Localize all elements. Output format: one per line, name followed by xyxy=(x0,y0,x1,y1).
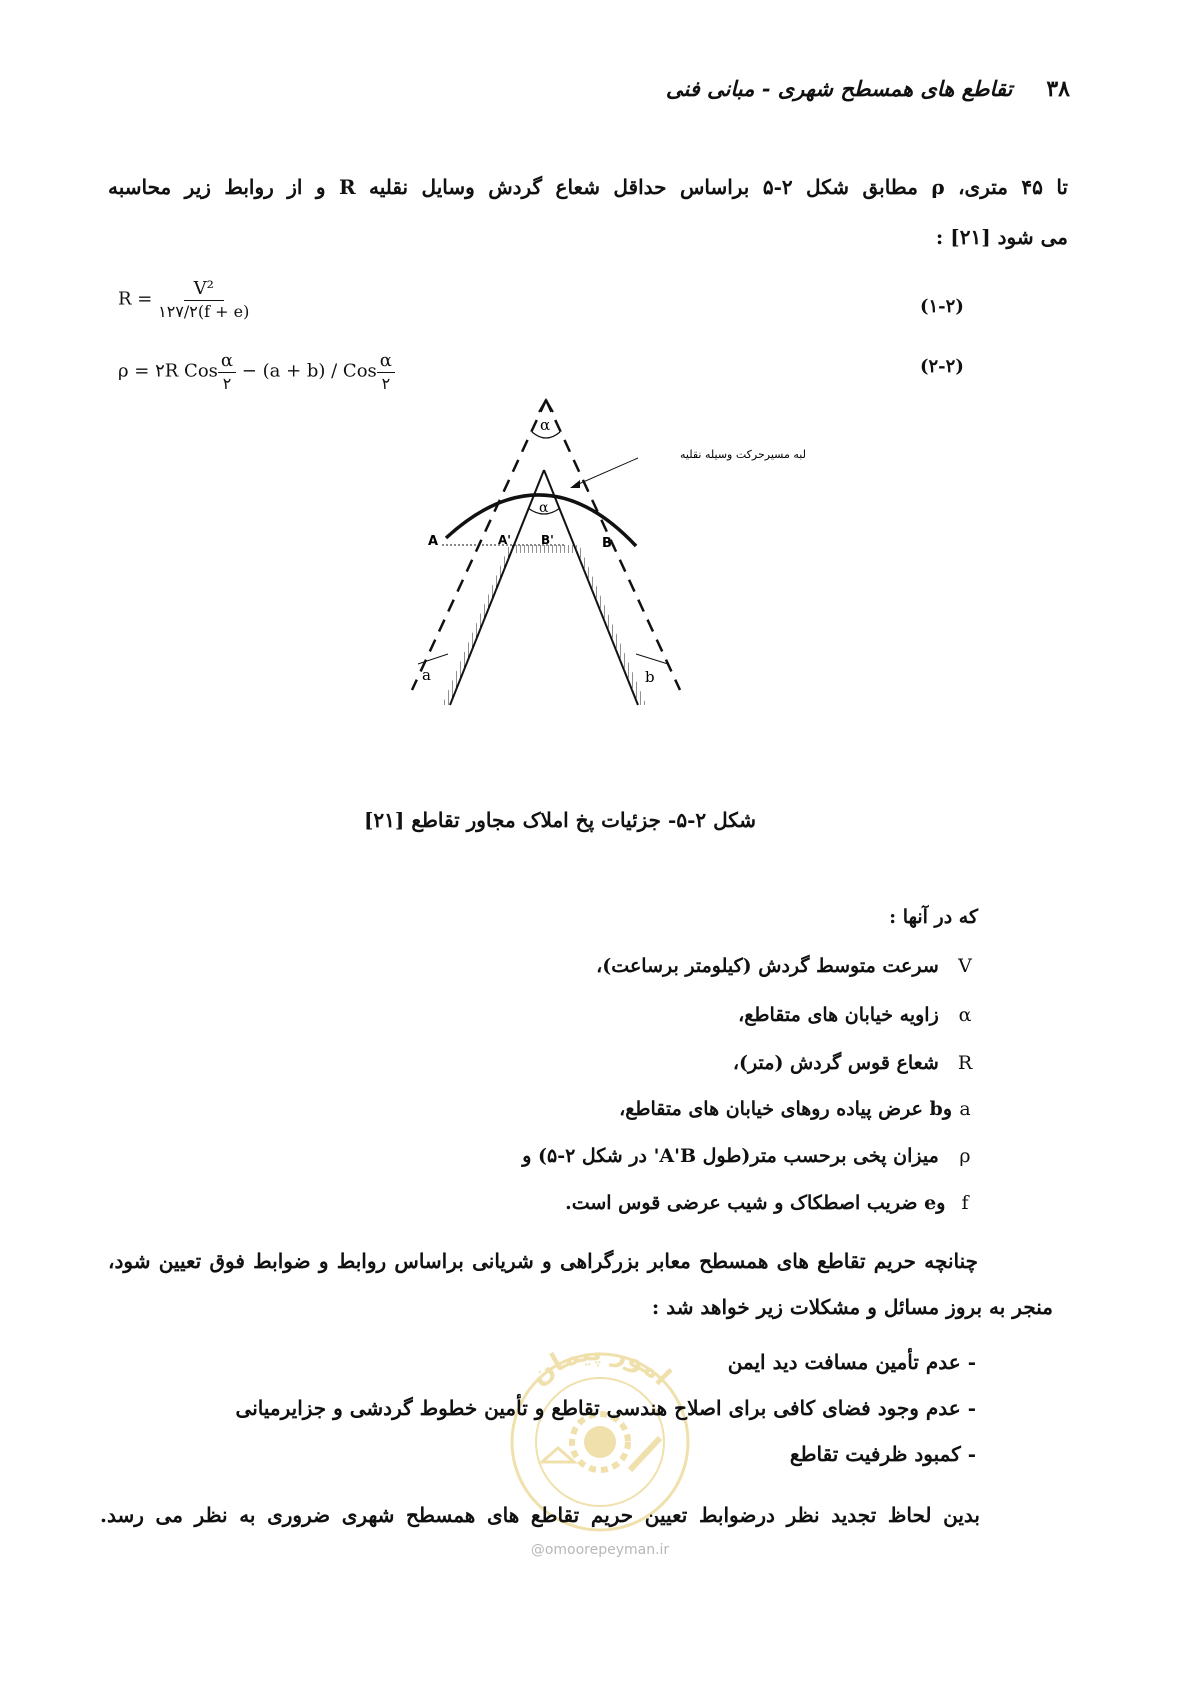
where-label: که در آنها : xyxy=(889,906,978,928)
definition-text: شعاع قوس گردش (متر)، xyxy=(732,1052,939,1074)
page-number: ۳۸ xyxy=(1046,76,1070,102)
definition-row xyxy=(733,1052,978,1074)
dimension-b-line xyxy=(636,654,668,664)
watermark-tool-icon xyxy=(630,1438,660,1470)
left-hatching xyxy=(442,545,515,705)
definition-text: وb عرض پیاده روهای خیابان های متقاطع، xyxy=(619,1098,952,1120)
equation-2-fraction-1 xyxy=(218,350,236,393)
equation-1-number: (۱-۲) xyxy=(920,296,964,317)
bullet-item: - عدم وجود فضای کافی برای اصلاح هندسی تقاطع و تأمین خطوط گردشی و جزایرمیانی xyxy=(235,1396,976,1420)
definition-symbol: f xyxy=(961,1192,969,1214)
definition-symbol: ρ xyxy=(959,1145,971,1167)
bullet-item: - عدم تأمین مسافت دید ایمن xyxy=(727,1350,976,1374)
conclusion: بدین لحاظ تجدید نظر درضوابط تعیین حریم تقاطع های همسطح شهری ضروری به نظر می رسد. xyxy=(100,1503,980,1527)
page-header xyxy=(650,76,1070,102)
equation-2-frac2-num: α xyxy=(377,350,395,373)
equation-2-frac1-num: α xyxy=(218,350,236,373)
dimension-b-label: b xyxy=(645,668,655,686)
definition-symbol: R xyxy=(957,1052,973,1074)
equation-2-number: (۲-۲) xyxy=(920,356,964,377)
point-b-prime-label: B' xyxy=(541,533,554,547)
equation-1-lhs: R = xyxy=(118,288,153,310)
equation-1-fraction xyxy=(158,278,249,321)
definition-symbol: a xyxy=(959,1098,971,1120)
definition-text: سرعت متوسط گردش (کیلومتر برساعت)، xyxy=(596,955,939,977)
apex-arrowhead xyxy=(539,400,553,412)
equation-2-part-a: ρ = ۲R Cos xyxy=(118,360,218,382)
definition-row xyxy=(738,1004,978,1026)
path-edge-label: لبه مسیرحرکت وسیله نقلیه xyxy=(680,448,806,461)
intro-line-1: تا ۴۵ متری، ρ مطابق شکل ۲-۵ براساس حداقل شعاع گردش وسایل نقلیه R و از روابط زیر محاسبه xyxy=(108,175,1069,199)
definition-text: میزان پخی برحسب متر(طول A'B' در شکل ۲-۵) و xyxy=(522,1145,939,1167)
right-hatching xyxy=(573,545,646,705)
figure-caption: شکل ۲-۵- جزئیات پخ املاک مجاور تقاطع [۲۱] xyxy=(363,808,757,832)
corner-chamfer-figure xyxy=(380,400,806,780)
watermark-center xyxy=(584,1426,616,1458)
bullet-item: - کمبود ظرفیت تقاطع xyxy=(789,1442,976,1466)
equation-2-part-b: − (a + b) / Cos xyxy=(241,360,377,382)
point-b-label: B xyxy=(602,536,612,551)
definition-symbol: α xyxy=(958,1004,972,1026)
definition-row xyxy=(565,1192,978,1214)
equation-2-frac2-den: ۲ xyxy=(381,374,391,393)
point-a-prime-label: A' xyxy=(498,533,511,547)
definition-row xyxy=(619,1098,978,1120)
paragraph-2-line-2: منجر به بروز مسائل و مشکلات زیر خواهد شد : xyxy=(651,1295,1053,1319)
running-title: تقاطع های همسطح شهری - مبانی فنی xyxy=(665,76,1013,101)
dimension-a-line xyxy=(418,654,448,664)
definition-row xyxy=(596,955,978,977)
definition-symbol: V xyxy=(958,955,972,977)
point-a-label: A xyxy=(428,534,439,549)
equation-1-denominator: ۱۲۷/۲(f + e) xyxy=(158,302,250,321)
watermark-scale-icon xyxy=(542,1448,574,1462)
label-leader-line xyxy=(574,458,638,486)
equation-2-frac1-den: ۲ xyxy=(222,374,232,393)
dimension-a-label: a xyxy=(422,666,431,684)
equation-1 xyxy=(118,278,249,321)
inner-alpha-label: α xyxy=(539,500,549,516)
equation-2-fraction-2 xyxy=(377,350,395,393)
definition-row xyxy=(522,1145,978,1167)
equation-2 xyxy=(118,350,395,393)
label-leader-arrow xyxy=(570,480,580,488)
paragraph-2-line-1: چنانچه حریم تقاطع های همسطح معابر بزرگراهی و شریانی براساس روابط و ضوابط فوق تعیین شود، xyxy=(108,1249,978,1273)
watermark-arc-text: امور پیمان xyxy=(524,1336,677,1392)
definition-text: زاویه خیابان های متقاطع، xyxy=(738,1004,939,1026)
equation-1-numerator: V² xyxy=(184,278,224,301)
definition-text: وe ضریب اصطکاک و شیب عرضی قوس است. xyxy=(565,1192,946,1214)
watermark-url: @omoorepeyman.ir xyxy=(530,1542,670,1558)
intro-line-2: می شود [۲۱] : xyxy=(935,225,1068,249)
top-alpha-label: α xyxy=(540,416,551,434)
